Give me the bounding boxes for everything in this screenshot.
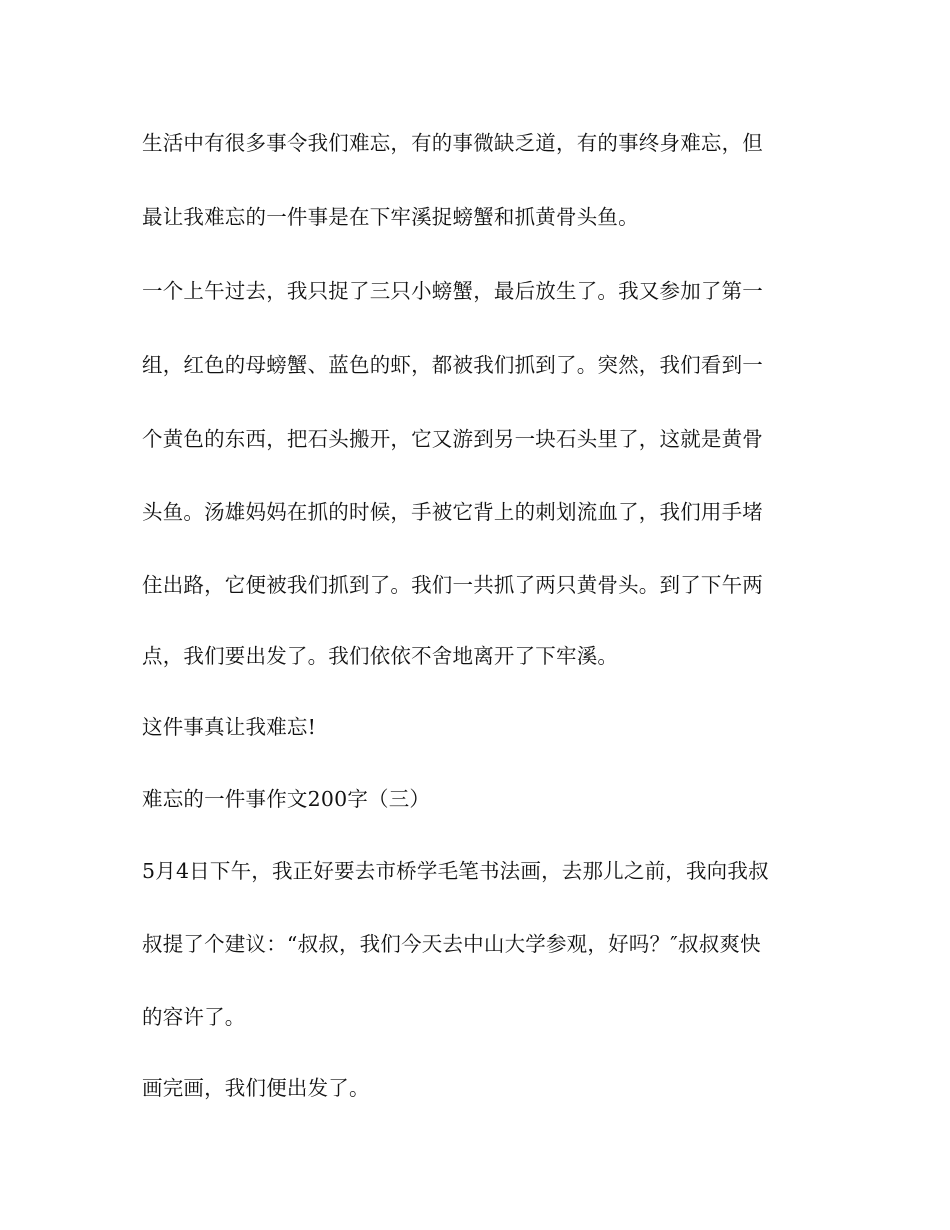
- text-line: 这件事真让我难忘!: [142, 715, 317, 739]
- text-line: 头鱼。汤雄妈妈在抓的时候，手被它背上的刺划流血了，我们用手堵: [142, 500, 763, 524]
- text-line: 个黄色的东西，把石头搬开，它又游到另一块石头里了，这就是黄骨: [142, 427, 763, 451]
- section-heading: 难忘的一件事作文200字（三）: [142, 787, 431, 811]
- text-line: 组，红色的母螃蟹、蓝色的虾，都被我们抓到了。突然，我们看到一: [142, 353, 763, 377]
- text-line: 生活中有很多事令我们难忘，有的事微缺乏道，有的事终身难忘，但: [142, 131, 763, 155]
- text-line: 的容许了。: [142, 1005, 246, 1029]
- text-line: 点，我们要出发了。我们依依不舍地离开了下牢溪。: [142, 644, 619, 668]
- text-line: 画完画，我们便出发了。: [142, 1076, 370, 1100]
- text-line: 最让我难忘的一件事是在下牢溪捉螃蟹和抓黄骨头鱼。: [142, 205, 639, 229]
- text-line: 叔提了个建议：“叔叔，我们今天去中山大学参观，好吗？″叔叔爽快: [142, 932, 761, 956]
- text-line: 一个上午过去，我只捉了三只小螃蟹，最后放生了。我又参加了第一: [142, 279, 763, 303]
- text-line: 5月4日下午，我正好要去市桥学毛笔书法画，去那儿之前，我向我叔: [142, 859, 769, 883]
- text-line: 住出路，它便被我们抓到了。我们一共抓了两只黄骨头。到了下午两: [142, 573, 763, 597]
